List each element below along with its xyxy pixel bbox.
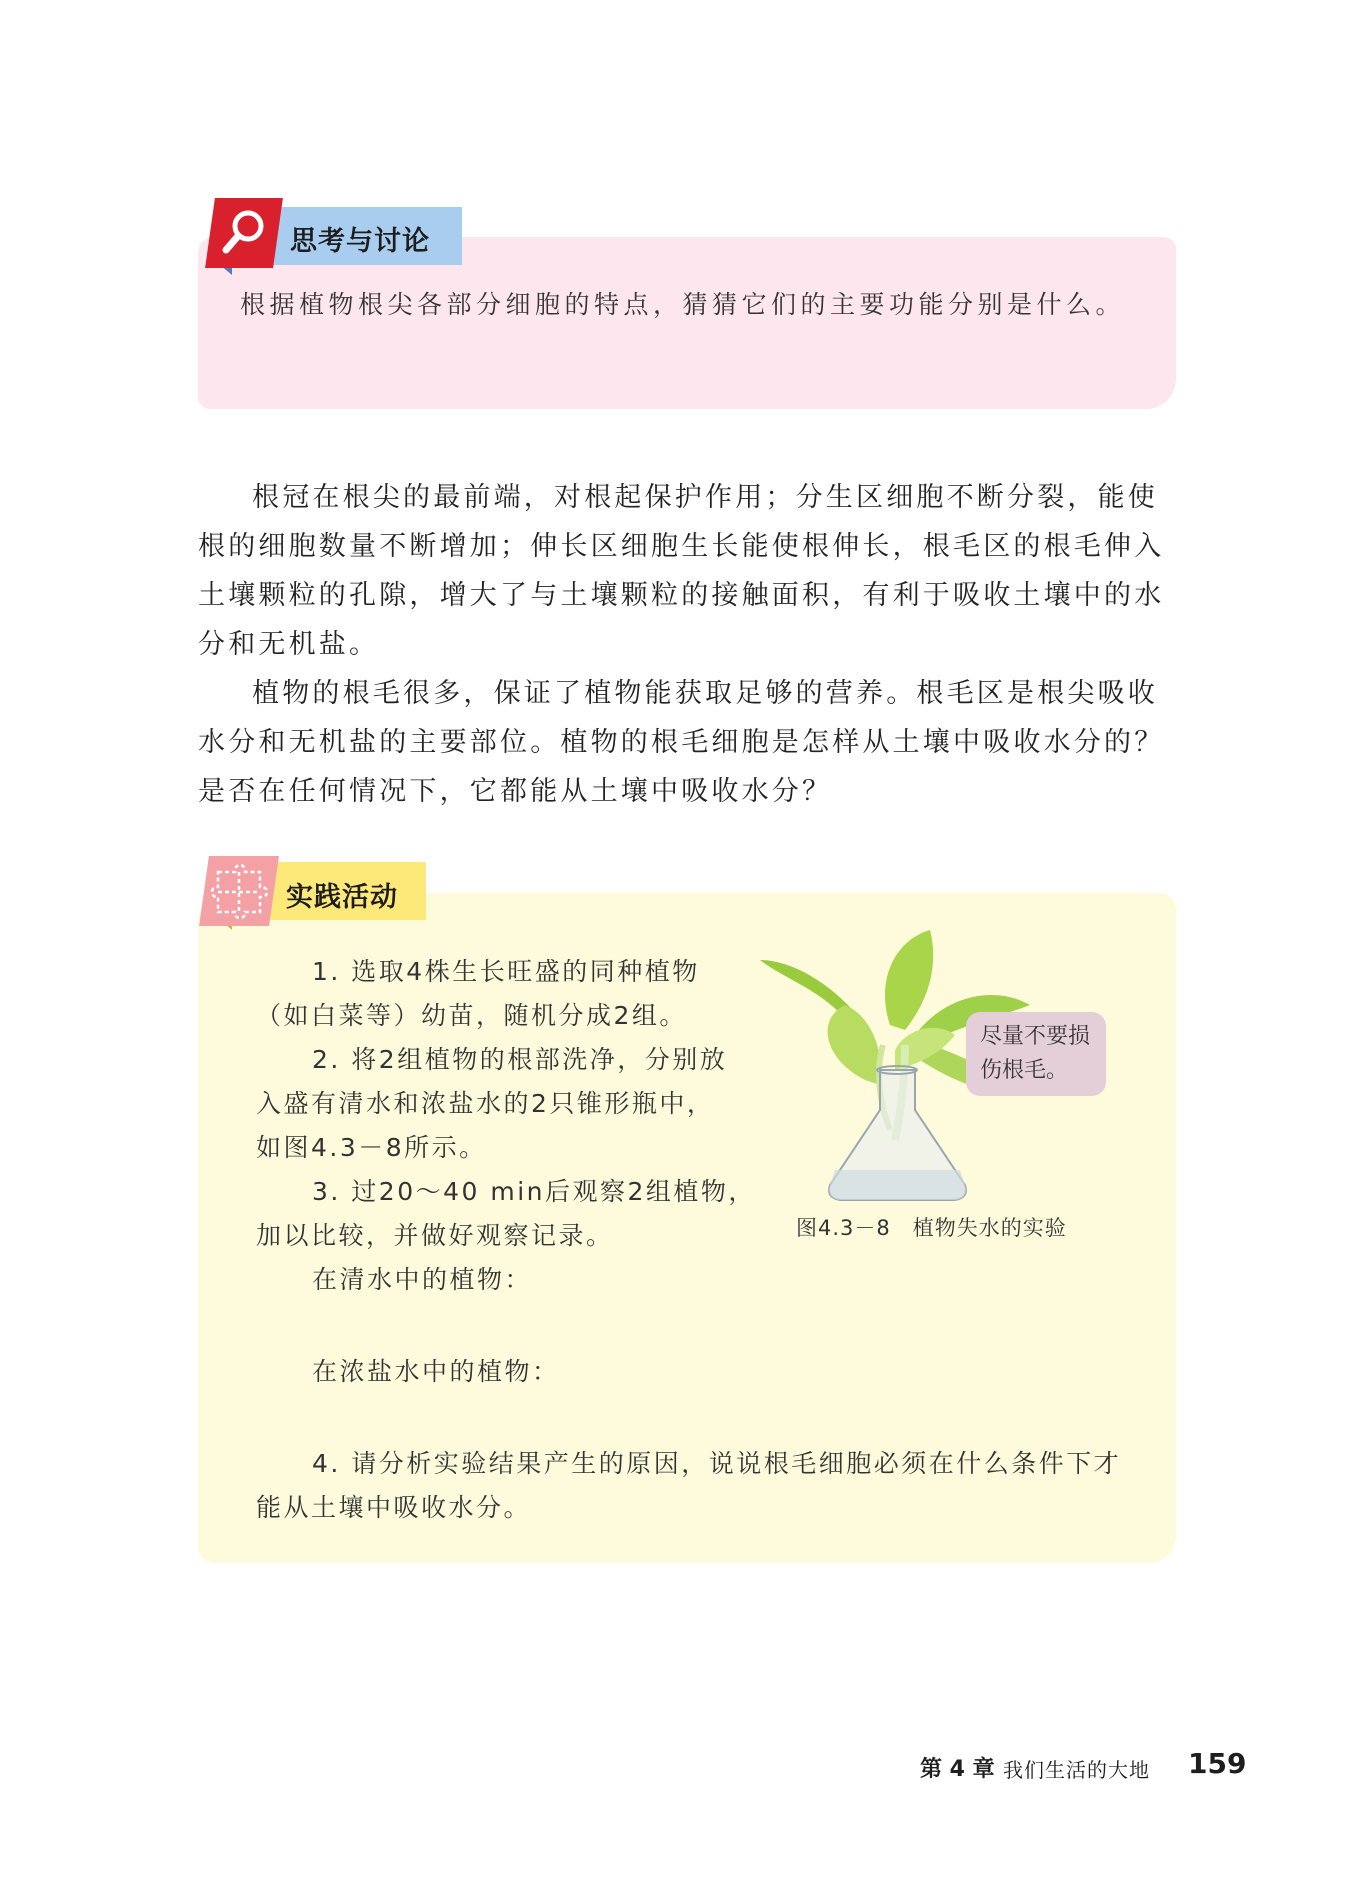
activity-step: 入盛有清水和浓盐水的2只锥形瓶中， bbox=[256, 1089, 715, 1118]
magnifier-icon bbox=[205, 198, 283, 268]
figure-callout-line: 尽量不要损 bbox=[980, 1024, 1091, 1049]
figure-caption-label: 图4.3－8 bbox=[796, 1216, 891, 1240]
footer-chapter: 第 4 章 bbox=[920, 1757, 995, 1782]
activity-step: 能从土壤中吸收水分。 bbox=[256, 1493, 532, 1522]
body-paragraph: 根冠在根尖的最前端，对根起保护作用；分生区细胞不断分裂，能使根的细胞数量不断增加；伸长区细胞生长能使根伸长，根毛区的根毛伸入土壤颗粒的孔隙，增大了与土壤颗粒的接触面积，有利于吸收土壤中的水分和无机盐。 bbox=[198, 482, 1165, 660]
puzzle-icon bbox=[199, 856, 279, 926]
activity-step: 如图4.3－8所示。 bbox=[256, 1133, 487, 1162]
figure-caption bbox=[796, 1212, 1067, 1242]
record-label-salt-water: 在浓盐水中的植物： bbox=[312, 1357, 560, 1386]
activity-step: 4. 请分析实验结果产生的原因，说说根毛细胞必须在什么条件下才 bbox=[312, 1449, 1122, 1478]
page-number: 159 bbox=[1188, 1747, 1247, 1780]
figure-callout bbox=[966, 1012, 1106, 1096]
conical-flask bbox=[829, 1066, 966, 1200]
body-paragraph: 植物的根毛很多，保证了植物能获取足够的营养。根毛区是根尖吸收水分和无机盐的主要部位。植物的根毛细胞是怎样从土壤中吸收水分的？是否在任何情况下，它都能从土壤中吸收水分？ bbox=[198, 678, 1165, 807]
figure-caption-text: 植物失水的实验 bbox=[912, 1216, 1067, 1240]
activity-step: 1. 选取4株生长旺盛的同种植物 bbox=[312, 957, 700, 986]
footer-chapter-title: 我们生活的大地 bbox=[1003, 1758, 1150, 1782]
activity-step: （如白菜等）幼苗，随机分成2组。 bbox=[256, 1001, 687, 1030]
figure-callout-line: 伤根毛。 bbox=[980, 1058, 1069, 1083]
record-label-fresh-water: 在清水中的植物： bbox=[312, 1265, 533, 1294]
activity-title: 实践活动 bbox=[286, 882, 398, 913]
activity-step: 2. 将2组植物的根部洗净，分别放 bbox=[312, 1045, 728, 1074]
discussion-title: 思考与讨论 bbox=[290, 226, 430, 257]
activity-step: 3. 过20～40 min后观察2组植物， bbox=[312, 1177, 756, 1206]
activity-step: 加以比较，并做好观察记录。 bbox=[256, 1221, 614, 1250]
discussion-question: 根据植物根尖各部分细胞的特点，猜猜它们的主要功能分别是什么。 bbox=[240, 290, 1126, 319]
